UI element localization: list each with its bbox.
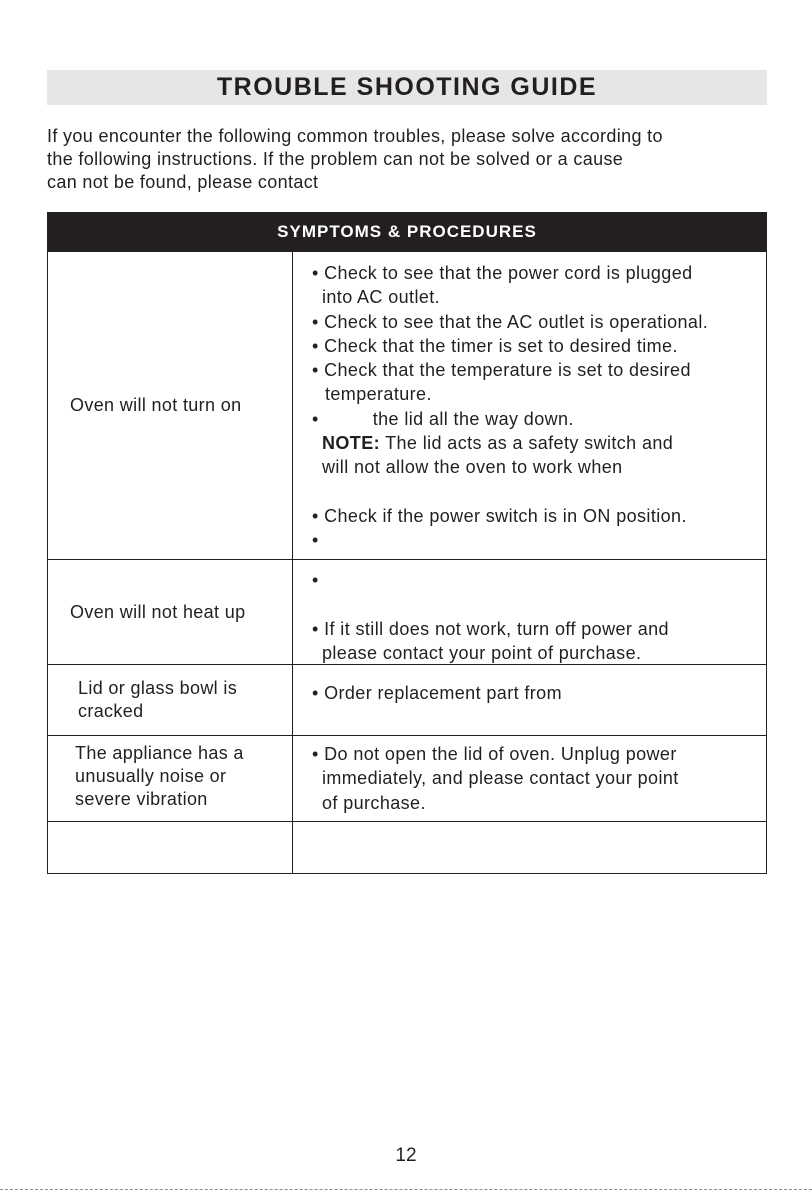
procedure-cell <box>312 568 772 665</box>
procedure-line: • Order replacement part from <box>312 683 562 703</box>
procedure-line: please contact your point of purchase. <box>322 642 642 663</box>
symptom-text <box>78 677 237 723</box>
table-header: SYMPTOMS & PROCEDURES <box>47 212 767 252</box>
intro-line: If you encounter the following common troubles, please solve according to <box>47 126 663 146</box>
symptom-cell <box>48 560 292 664</box>
symptom-line: unusually noise or <box>75 766 227 786</box>
procedure-cell <box>312 742 772 815</box>
procedure-line: • Check that the timer is set to desired time. <box>312 335 678 356</box>
symptom-cell <box>48 736 292 821</box>
symptom-line: Lid or glass bowl is <box>78 678 238 698</box>
note-text: The lid acts as a safety switch and <box>385 433 674 454</box>
column-divider <box>292 252 293 874</box>
page-title: TROUBLE SHOOTING GUIDE <box>216 73 598 101</box>
intro-line: can not be found, please contact <box>47 172 319 192</box>
procedure-line: • <box>312 530 319 551</box>
title-bar <box>47 70 767 105</box>
intro-paragraph <box>47 125 777 194</box>
troubleshooting-table <box>47 212 767 874</box>
bottom-dashed-rule <box>0 1189 812 1190</box>
procedure-line: will not allow the oven to work when <box>322 457 623 478</box>
page-number: 12 <box>395 1145 417 1166</box>
symptom-text: Oven will not heat up <box>70 601 246 622</box>
symptom-cell <box>48 252 292 559</box>
intro-line: the following instructions. If the problem can not be solved or a cause <box>47 149 624 169</box>
procedure-line: of purchase. <box>322 792 426 813</box>
procedure-line: • Check to see that the AC outlet is operational. <box>312 311 709 332</box>
procedure-line: immediately, and please contact your point <box>322 768 679 789</box>
procedure-line: into AC outlet. <box>322 287 441 308</box>
procedure-note-line <box>312 431 772 455</box>
symptom-cell-empty <box>48 822 292 874</box>
symptom-line: The appliance has a <box>75 743 244 763</box>
symptom-line: severe vibration <box>75 789 208 809</box>
procedure-line: • Check that the temperature is set to desired <box>312 360 691 381</box>
procedure-line: • If it still does not work, turn off power and <box>312 618 669 639</box>
procedure-cell-empty <box>312 822 772 874</box>
symptom-text <box>75 742 244 811</box>
procedure-line: • <box>312 570 319 590</box>
procedure-line: • Check to see that the power cord is plugged <box>312 263 693 283</box>
procedure-cell <box>312 681 772 705</box>
procedure-line: • Do not open the lid of oven. Unplug power <box>312 744 677 764</box>
procedure-line: • Check if the power switch is in ON position. <box>312 505 687 526</box>
symptom-line: cracked <box>78 701 144 721</box>
symptom-cell <box>48 665 292 735</box>
procedure-line: • the lid all the way down. <box>312 408 574 429</box>
symptom-text: Oven will not turn on <box>70 395 242 415</box>
note-label: NOTE: <box>322 433 380 454</box>
procedure-line: temperature. <box>325 384 432 405</box>
procedure-line <box>312 592 772 616</box>
procedure-line <box>312 480 772 504</box>
procedure-cell <box>312 261 772 553</box>
